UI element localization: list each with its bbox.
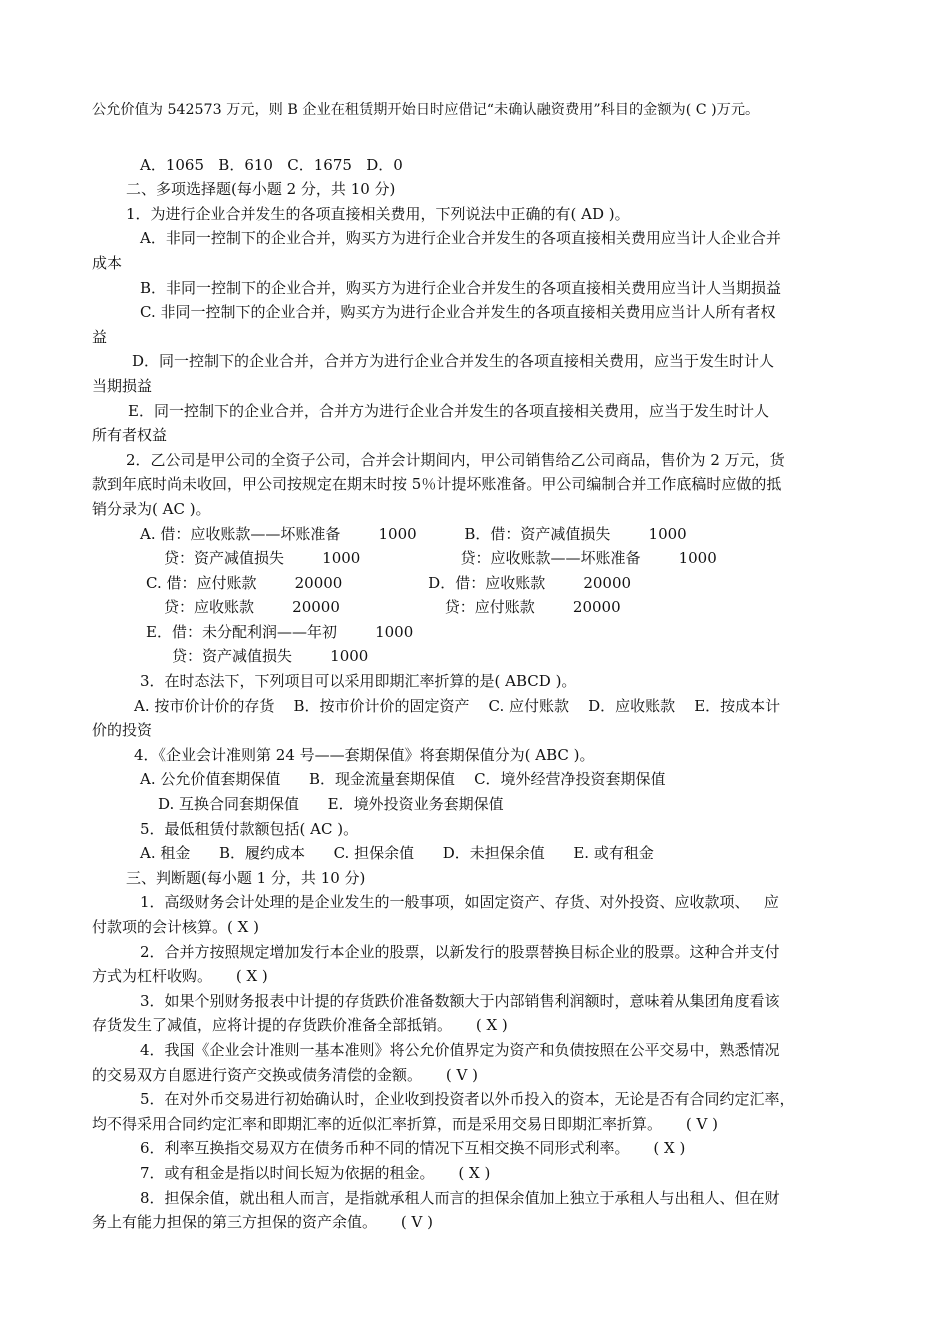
judgment-item: 8．担保余值，就出租人而言，是指就承租人而言的担保余值加上独立于承租人与出租人、但在财 [140, 1188, 780, 1207]
question-stem: 2．乙公司是甲公司的全资子公司，合并会计期间内，甲公司销售给乙公司商品，售价为 2 万元，货 [126, 450, 785, 469]
section-heading: 三、判断题(每小题 1 分，共 10 分) [126, 868, 366, 887]
journal-entry-line: A. 借：应收账款——坏账准备 1000 B．借：资产减值损失 1000 [140, 524, 687, 543]
judgment-item: 2．合并方按照规定增加发行本企业的股票，以新发行的股票替换目标企业的股票。这种合并支付 [140, 942, 780, 961]
journal-entry-line: E．借：未分配利润——年初 1000 [146, 622, 414, 641]
question-stem: 4．《企业会计准则第 24 号——套期保值》将套期保值分为( ABC )。 [134, 745, 595, 764]
judgment-item: 3．如果个别财务报表中计提的存货跌价准备数额大于内部销售利润额时，意味着从集团角度看该 [140, 991, 780, 1010]
option-line: B．非同一控制下的企业合并，购买方为进行企业合并发生的各项直接相关费用应当计人当期损益 [140, 278, 782, 297]
option-line: E．同一控制下的企业合并，合并方为进行企业合并发生的各项直接相关费用，应当于发生时计人 [128, 401, 769, 420]
question-stem: 3．在时态法下，下列项目可以采用即期汇率折算的是( ABCD )。 [140, 672, 577, 691]
question-stem-continuation: 公允价值为 542573 万元，则 B 企业在租赁期开始日时应借记“未确认融资费用”科目的金额为( C )万元。 [92, 102, 760, 118]
judgment-item-continuation: 方式为杠杆收购。 ( X ) [92, 967, 268, 986]
options-line: A. 按市价计价的存货 B．按市价计价的固定资产 C. 应付账款 D．应收账款 E．按成本计 [134, 696, 781, 715]
journal-entry-line: 贷：资产减值损失 1000 [172, 647, 369, 666]
option-line-continuation: 当期损益 [92, 376, 153, 395]
option-line: C. 非同一控制下的企业合并，购买方为进行企业合并发生的各项直接相关费用应当计人所有者权 [140, 303, 776, 322]
document-page [92, 98, 872, 1235]
options-line: D. 互换合同套期保值 E．境外投资业务套期保值 [158, 795, 504, 814]
option-line: D．同一控制下的企业合并，合并方为进行企业合并发生的各项直接相关费用，应当于发生时计人 [132, 352, 775, 371]
options-line: A. 租金 B．履约成本 C. 担保余值 D．未担保余值 E. 或有租金 [140, 844, 654, 863]
options-line: A．1065 B．610 C．1675 D．0 [140, 155, 403, 174]
judgment-item: 7．或有租金是指以时间长短为依据的租金。 ( X ) [140, 1163, 491, 1182]
option-line: A．非同一控制下的企业合并，购买方为进行企业合并发生的各项直接相关费用应当计人企业合并 [140, 229, 781, 248]
journal-entry-line: 贷：资产减值损失 1000 贷：应收账款——坏账准备 1000 [164, 549, 717, 568]
options-line: A. 公允价值套期保值 B．现金流量套期保值 C．境外经营净投资套期保值 [140, 770, 666, 789]
question-stem-continuation: 销分录为( AC )。 [92, 499, 211, 518]
judgment-item-continuation: 均不得采用合同约定汇率和即期汇率的近似汇率折算，而是采用交易日即期汇率折算。 ( V ) [92, 1114, 718, 1133]
judgment-item: 1．高级财务会计处理的是企业发生的一般事项，如固定资产、存货、对外投资、应收款项、 应 [140, 893, 779, 912]
judgment-item-continuation: 存货发生了减值，应将计提的存货跌价准备全部抵销。 ( X ) [92, 1016, 508, 1035]
question-stem-continuation: 款到年底时尚未收回，甲公司按规定在期末时按 5％计提坏账准备。甲公司编制合并工作底稿时应做的抵 [92, 475, 782, 494]
question-stem: 1．为进行企业合并发生的各项直接相关费用，下列说法中正确的有( AD )。 [126, 204, 630, 223]
judgment-item: 5．在对外币交易进行初始确认时，企业收到投资者以外币投入的资本，无论是否有合同约定汇率， [140, 1090, 795, 1109]
spacer [92, 123, 872, 153]
options-line-continuation: 价的投资 [92, 721, 153, 740]
option-line-continuation: 益 [92, 327, 108, 346]
section-heading: 二、多项选择题(每小题 2 分，共 10 分) [126, 180, 396, 199]
question-stem: 5．最低租赁付款额包括( AC )。 [140, 819, 359, 838]
judgment-item: 4．我国《企业会计准则一基本准则》将公允价值界定为资产和负债按照在公平交易中，熟悉情况 [140, 1040, 780, 1059]
option-line-continuation: 成本 [92, 253, 123, 272]
option-line-continuation: 所有者权益 [92, 426, 168, 445]
judgment-item: 6．利率互换指交易双方在债务币种不同的情况下互相交换不同形式利率。 ( X ) [140, 1139, 686, 1158]
judgment-item-continuation: 付款项的会计核算。( X ) [92, 918, 259, 936]
journal-entry-line: 贷：应收账款 20000 贷：应付账款 20000 [164, 598, 621, 617]
judgment-item-continuation: 的交易双方自愿进行资产交换或债务清偿的金额。 ( V ) [92, 1065, 478, 1084]
journal-entry-line: C. 借：应付账款 20000 D．借：应收账款 20000 [146, 573, 632, 592]
judgment-item-continuation: 务上有能力担保的第三方担保的资产余值。 ( V ) [92, 1213, 433, 1232]
